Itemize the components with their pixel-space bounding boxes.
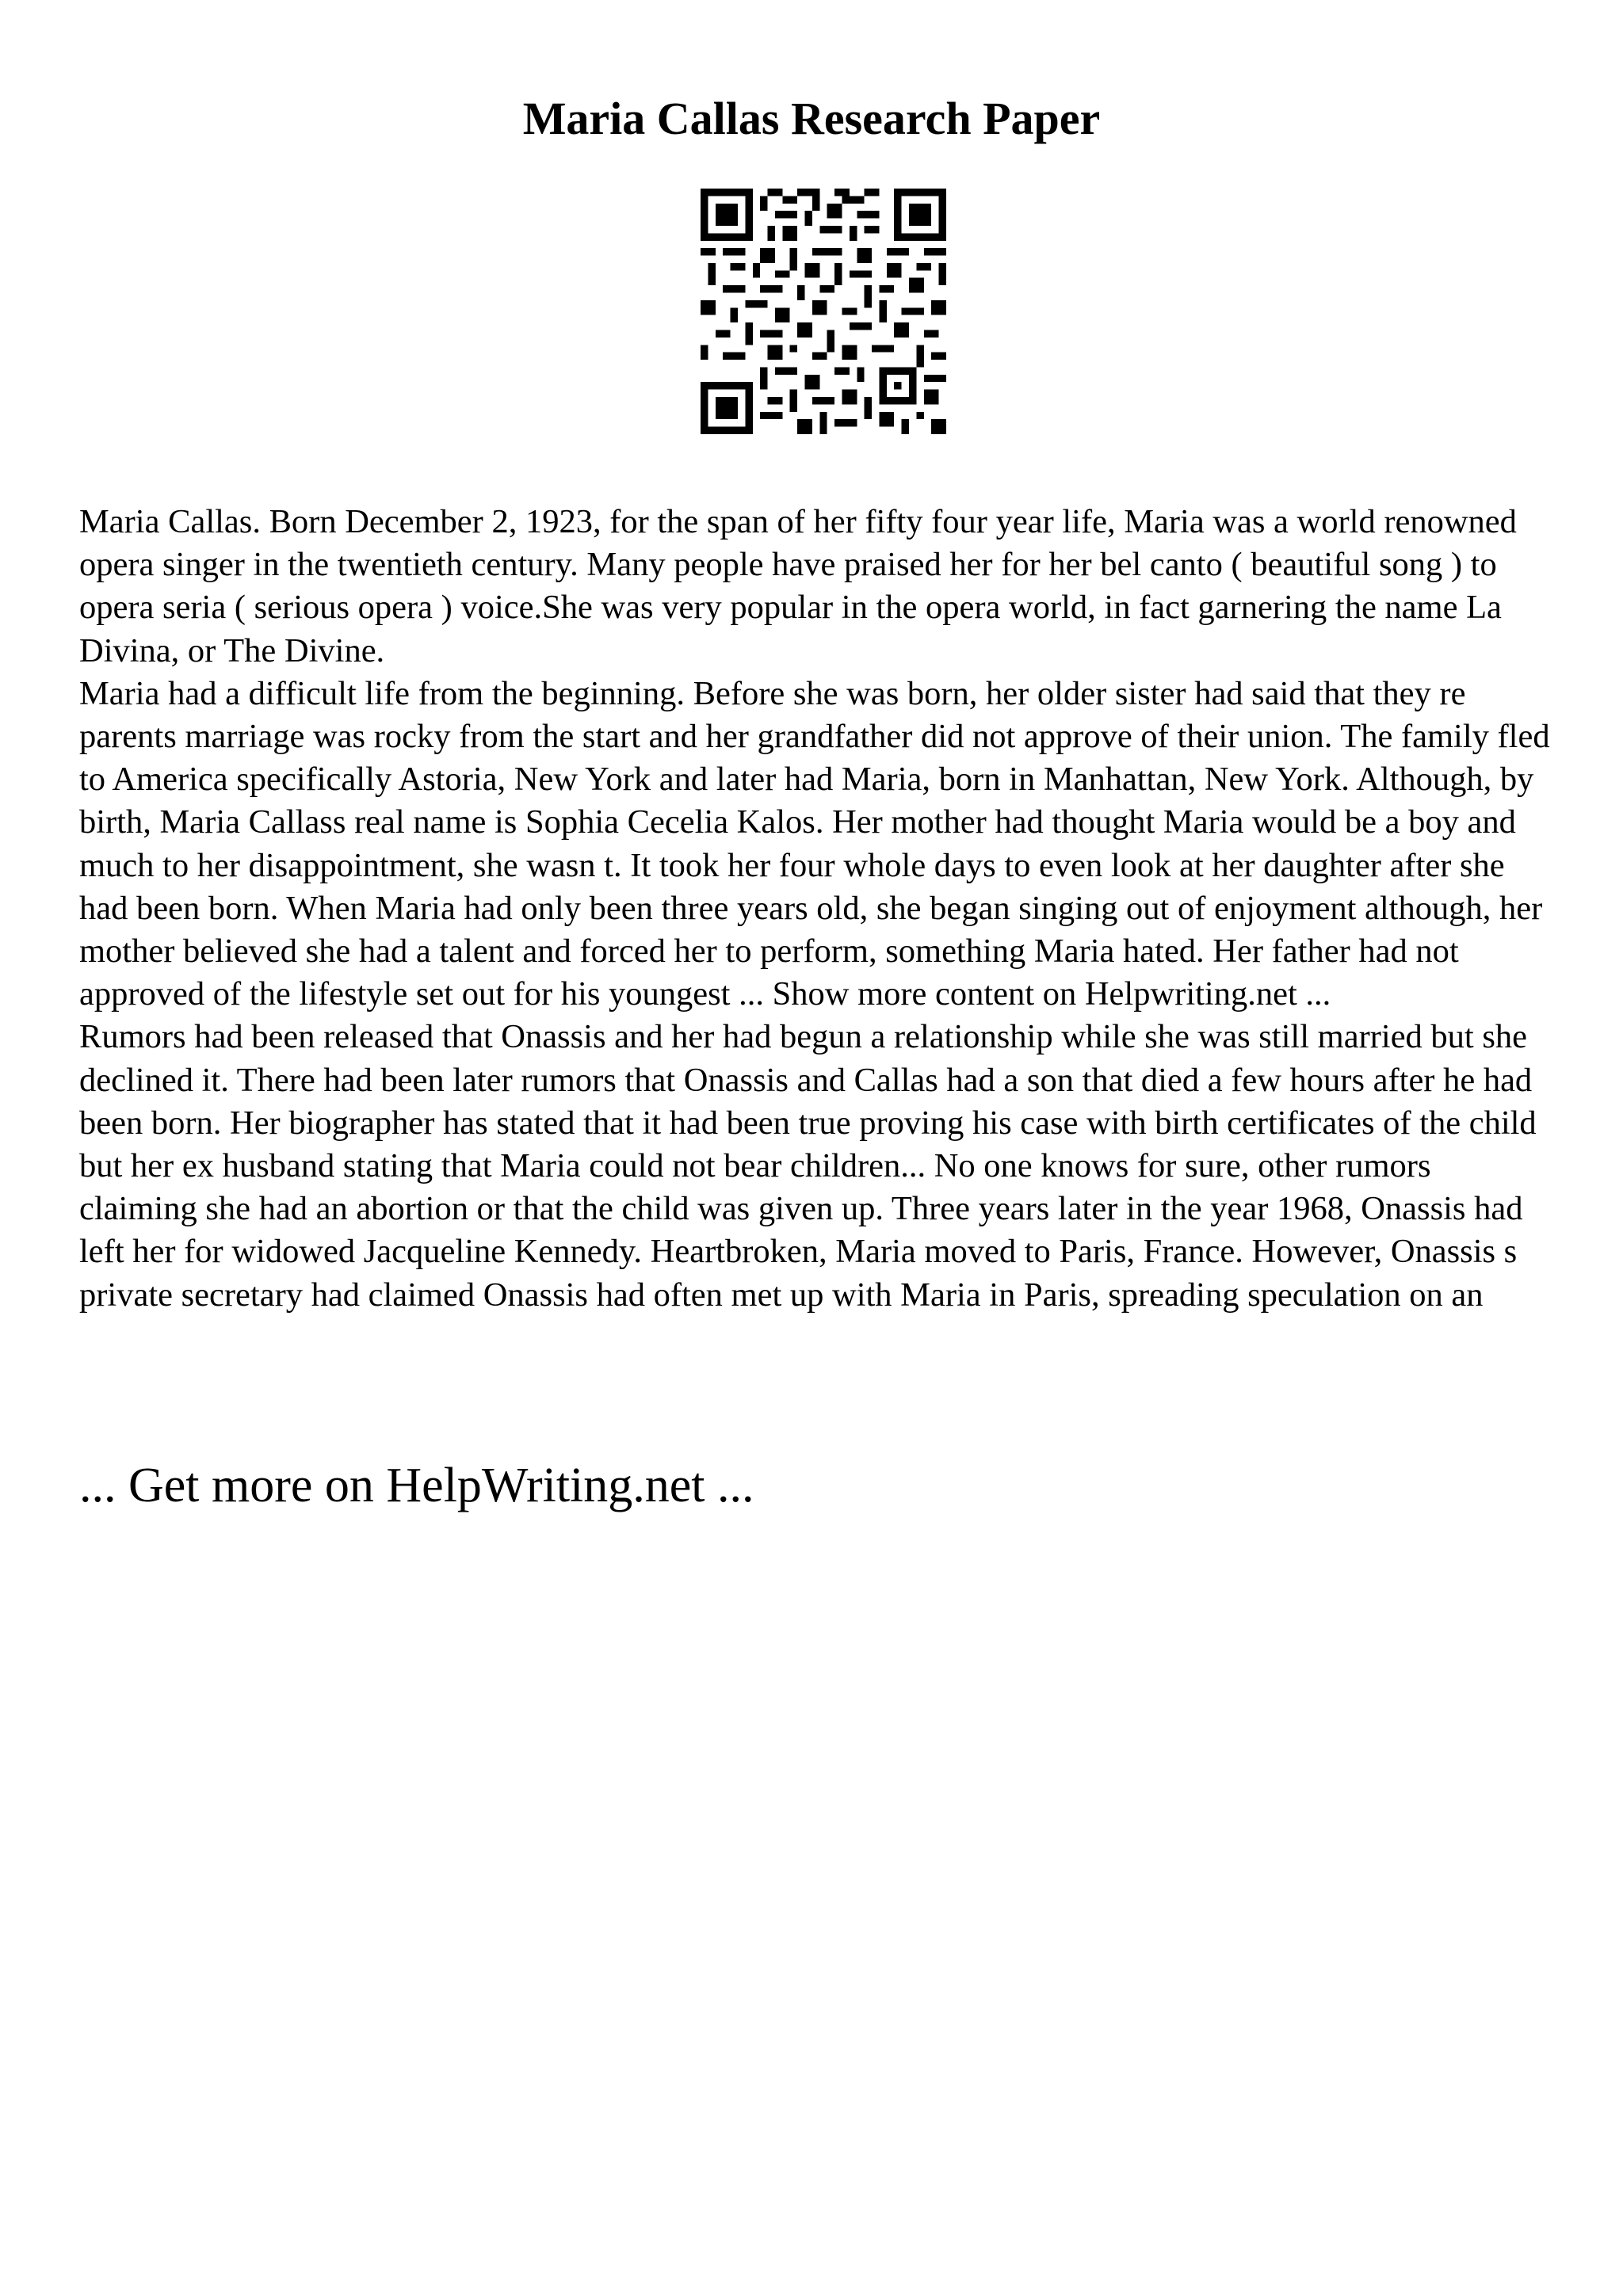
get-more-link[interactable]: ... Get more on HelpWriting.net ... <box>79 1459 754 1512</box>
paragraph: Maria Callas. Born December 2, 1923, for the span of her fifty four year life, Maria was a world renowned opera singer in the twentieth century. Many people have praised her for her bel canto ( beautiful song ) to opera seria ( serious opera ) voice.She was very popular in the opera world, in fact garnering the name La Divina, or The Divine. <box>79 503 1517 669</box>
paragraph: Rumors had been released that Onassis and her had begun a relationship while she was still married but she declined it. There had been later rumors that Onassis and Callas had a son that died a few hours after he had been born. Her biographer has stated that it had been true proving his case with birth certificates of the child but her ex husband stating that Maria could not bear children... No one knows for sure, other rumors claiming she had an abortion or that the child was given up. Three years later in the year 1968, Onassis had left her for widowed Jacqueline Kennedy. Heartbroken, Maria moved to Paris, France. However, Onassis s private secretary had claimed Onassis had often met up with Maria in Paris, spreading speculation on an <box>79 1018 1537 1314</box>
paragraph: Maria had a difficult life from the beginning. Before she was born, her older sister had said that they re parents marriage was rocky from the start and her grandfather did not approve of their union. The family fled to America specifically Astoria, New York and later had Maria, born in Manhattan, New York. Although, by birth, Maria Callass real name is Sophia Cecelia Kalos. Her mother had thought Maria would be a boy and much to her disappointment, she wasn t. It took her four whole days to even look at her daughter after she had been born. When Maria had only been three years old, she began singing out of enjoyment although, her mother believed she had a talent and forced her to perform, something Maria hated. Her father had not approved of the lifestyle set out for his youngest ... Show more content on Helpwriting.net ... <box>79 674 1550 1013</box>
page-title: Maria Callas Research Paper <box>522 93 1101 144</box>
body-text <box>79 501 1553 1317</box>
qr-code-icon <box>701 189 946 434</box>
